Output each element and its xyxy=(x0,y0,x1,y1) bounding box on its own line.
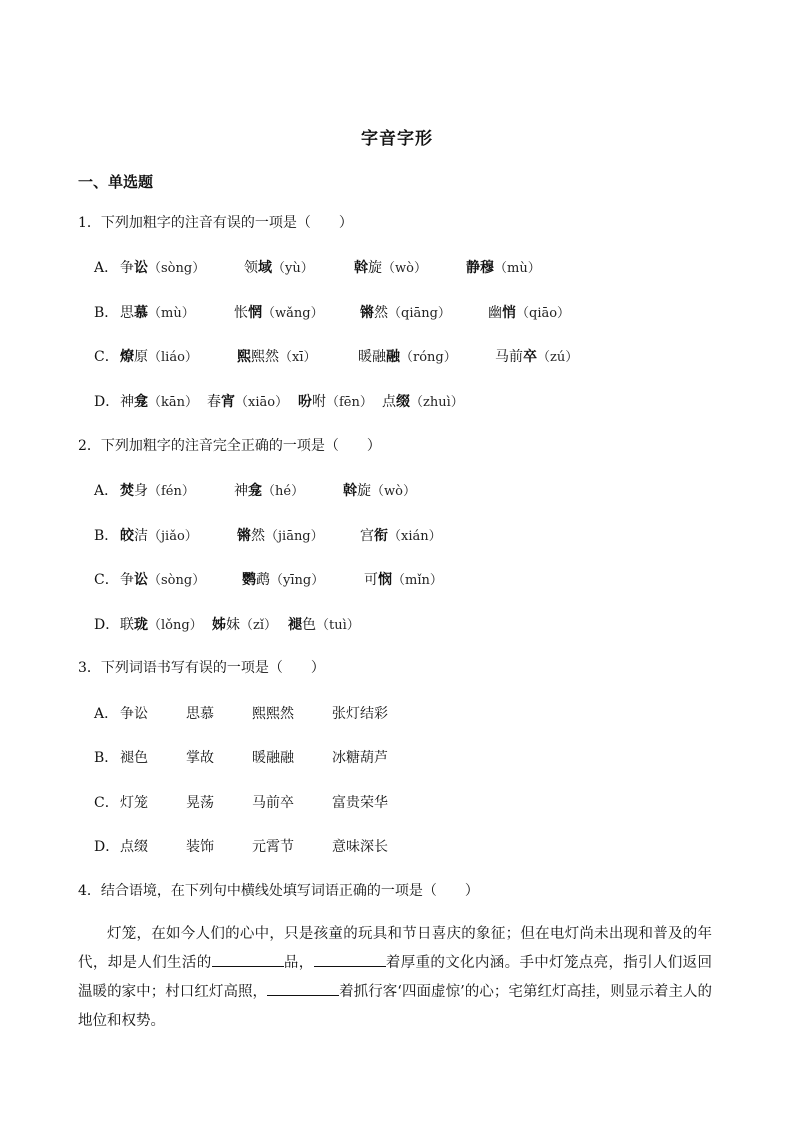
section-heading: 一、单选题 xyxy=(78,173,154,191)
q2a-item-2: 神龛（hé） xyxy=(234,483,305,499)
q2a-item-3: 斡旋（wò） xyxy=(343,483,416,499)
q3d-word-2: 装饰 xyxy=(186,839,214,855)
q2c-item-2: 鹦鹉（yīng） xyxy=(242,572,325,588)
q3a-word-2: 思慕 xyxy=(186,706,214,722)
question-3-stem: 3．下列词语书写有误的一项是（ ） xyxy=(78,660,325,676)
question-2-stem: 2．下列加粗字的注音完全正确的一项是（ ） xyxy=(78,438,381,454)
q3d-word-3: 元霄节 xyxy=(252,839,294,855)
question-4-stem: 4．结合语境，在下列句中横线处填写词语正确的一项是（ ） xyxy=(78,883,479,899)
q3c-word-1: 灯笼 xyxy=(120,795,148,811)
q3-option-b[interactable] xyxy=(94,747,388,767)
q1-option-d[interactable] xyxy=(94,391,464,411)
q1c-item-1: 燎原（liáo） xyxy=(120,349,198,365)
fill-blank-1[interactable] xyxy=(212,951,284,967)
q3b-word-4: 冰糖葫芦 xyxy=(332,750,388,766)
q2-option-b[interactable] xyxy=(94,525,442,545)
option-label: C． xyxy=(94,572,119,588)
q3b-word-2: 掌故 xyxy=(186,750,214,766)
passage-text-2: 品， xyxy=(283,955,314,971)
q3a-word-3: 熙熙然 xyxy=(252,706,294,722)
q1-option-a[interactable] xyxy=(94,257,541,277)
passage-text-4: 着抓行客‘四面虚惊’的心；宅第红灯高挂，则显示着主人的地位和权势。 xyxy=(78,984,712,1029)
q3b-word-3: 暖融融 xyxy=(252,750,294,766)
page-title: 字音字形 xyxy=(361,129,433,149)
q1d-item-4: 点缀（zhuì） xyxy=(382,394,464,410)
q3-option-c[interactable] xyxy=(94,792,388,812)
option-label: A． xyxy=(94,260,119,276)
option-label: B． xyxy=(94,305,119,321)
q2-option-d[interactable] xyxy=(94,614,360,634)
option-label: A． xyxy=(94,706,119,722)
q2a-item-1: 焚身（fén） xyxy=(120,483,195,499)
option-label: D． xyxy=(94,394,120,410)
q3-option-a[interactable] xyxy=(94,703,388,723)
q1c-item-4: 马前卒（zú） xyxy=(495,349,579,365)
option-label: B． xyxy=(94,528,119,544)
q2-option-a[interactable] xyxy=(94,480,416,500)
passage-text-1: 灯笼，在如今人们的心中，只是孩童的玩具和节日喜庆的象征；但在电灯尚未出现和普及的年代，却是人们生活的 xyxy=(78,926,712,971)
q1a-item-2: 领域（yù） xyxy=(244,260,314,276)
q3c-word-4: 富贵荣华 xyxy=(332,795,388,811)
q1d-item-3: 吩咐（fēn） xyxy=(298,394,373,410)
q2b-item-2: 锵然（jiāng） xyxy=(237,528,324,544)
fill-blank-3[interactable] xyxy=(267,980,339,996)
option-label: D． xyxy=(94,617,120,633)
fill-blank-2[interactable] xyxy=(314,951,386,967)
q2b-item-1: 皎洁（jiǎo） xyxy=(120,528,198,544)
q1b-item-4: 幽悄（qiāo） xyxy=(488,305,571,321)
q2d-item-1: 联珑（lǒng） xyxy=(120,617,203,633)
passage-text-3: 着厚重的文化内涵。手中灯笼点亮，指引人们返回温暖的家中；村口红灯高照， xyxy=(78,955,713,1000)
q3-option-d[interactable] xyxy=(94,836,388,856)
q3a-word-4: 张灯结彩 xyxy=(332,706,388,722)
q3b-word-1: 褪色 xyxy=(120,750,148,766)
q1-option-c[interactable] xyxy=(94,346,579,366)
q1c-item-3: 暖融融（róng） xyxy=(358,349,457,365)
option-label: C． xyxy=(94,795,119,811)
q3c-word-3: 马前卒 xyxy=(252,795,294,811)
q2b-item-3: 宫衔（xián） xyxy=(360,528,442,544)
q3d-word-1: 点缀 xyxy=(120,839,148,855)
question-4-passage xyxy=(78,920,712,1036)
q1a-item-1: 争讼（sòng） xyxy=(120,260,206,276)
option-label: A． xyxy=(94,483,119,499)
q1b-item-1: 思慕（mù） xyxy=(120,305,195,321)
q2d-item-2: 姊妹（zǐ） xyxy=(212,617,278,633)
q1-option-b[interactable] xyxy=(94,302,571,322)
q3d-word-4: 意味深长 xyxy=(332,839,388,855)
question-1-stem: 1．下列加粗字的注音有误的一项是（ ） xyxy=(78,215,353,231)
option-label: C． xyxy=(94,349,119,365)
q2d-item-3: 褪色（tuì） xyxy=(288,617,360,633)
q1a-item-4: 静穆（mù） xyxy=(466,260,541,276)
q2-option-c[interactable] xyxy=(94,569,443,589)
q2c-item-1: 争讼（sòng） xyxy=(120,572,206,588)
q1c-item-2: 熙熙然（xī） xyxy=(237,349,317,365)
option-label: B． xyxy=(94,750,119,766)
q3a-word-1: 争讼 xyxy=(120,706,148,722)
q1a-item-3: 斡旋（wò） xyxy=(354,260,427,276)
q1b-item-3: 锵然（qiāng） xyxy=(360,305,451,321)
q2c-item-3: 可悯（mǐn） xyxy=(364,572,443,588)
q1d-item-1: 神龛（kān） xyxy=(120,394,199,410)
q1b-item-2: 怅惘（wǎng） xyxy=(234,305,324,321)
q3c-word-2: 晃荡 xyxy=(186,795,214,811)
q1d-item-2: 春宵（xiāo） xyxy=(207,394,289,410)
option-label: D． xyxy=(94,839,120,855)
